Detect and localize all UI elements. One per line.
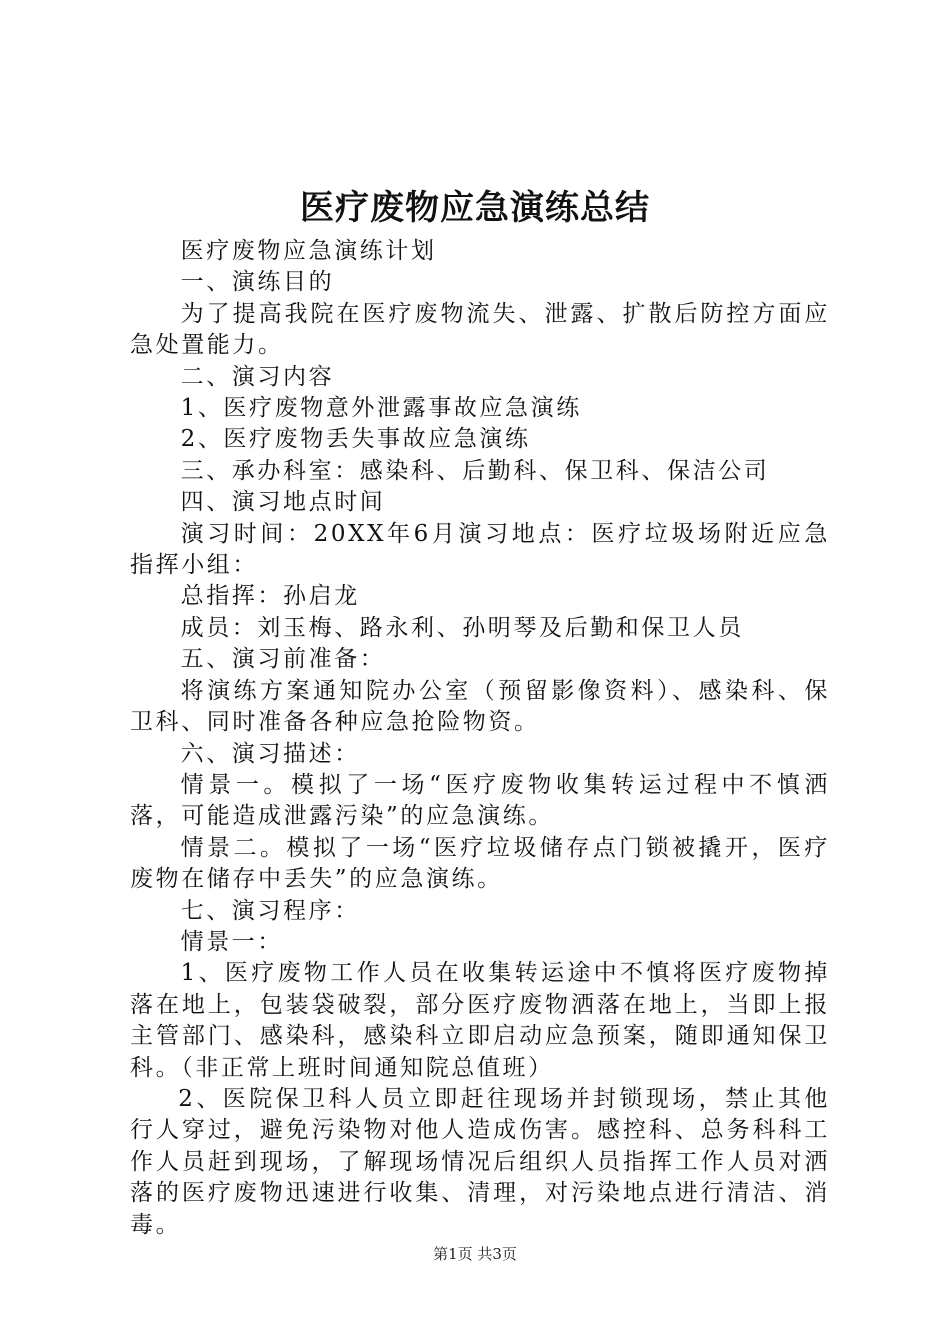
paragraph-preparation: 将演练方案通知院办公室（预留影像资料）、感染科、保卫科、同时准备各种应急抢险物资。 — [130, 677, 830, 736]
paragraph-members: 成员：刘玉梅、路永利、孙明琴及后勤和保卫人员 — [180, 614, 744, 641]
document-body — [130, 236, 830, 1241]
paragraph-scenario-2: 情景二。模拟了一场“医疗垃圾储存点门锁被撬开，医疗废物在储存中丢失”的应急演练。 — [130, 834, 830, 893]
section-heading-procedure: 七、演习程序： — [180, 897, 360, 924]
paragraph-scenario-1: 情景一。模拟了一场“医疗废物收集转运过程中不慎洒落，可能造成泄露污染”的应急演练。 — [130, 771, 830, 830]
list-item-content-1: 1、医疗废物意外泄露事故应急演练 — [180, 395, 582, 422]
document-title: 医疗废物应急演练总结 — [300, 188, 650, 228]
section-heading-purpose: 一、演练目的 — [180, 269, 335, 296]
page-footer: 第1页 共3页 — [433, 1245, 517, 1263]
paragraph-scenario-1-label: 情景一： — [180, 928, 283, 955]
section-heading-description: 六、演习描述： — [180, 740, 360, 767]
paragraph-time-location: 演习时间：20XX年6月演习地点：医疗垃圾场附近应急指挥小组： — [130, 520, 830, 579]
section-heading-departments: 三、承办科室：感染科、后勤科、保卫科、保洁公司 — [180, 457, 770, 484]
paragraph-commander: 总指挥：孙启龙 — [180, 583, 360, 610]
paragraph-procedure-step-1: 1、医疗废物工作人员在收集转运途中不慎将医疗废物掉落在地上，包装袋破裂，部分医疗废物洒落在地上，当即上报主管部门、感染科，感染科立即启动应急预案，随即通知保卫科。（非正常上班时间通知院总值班） — [130, 960, 830, 1081]
paragraph-plan-title: 医疗废物应急演练计划 — [180, 238, 437, 264]
paragraph-procedure-step-2: 2、医院保卫科人员立即赶往现场并封锁现场，禁止其他行人穿过，避免污染物对他人造成伤害。感控科、总务科科工作人员赶到现场，了解现场情况后组织人员指挥工作人员对洒落的医疗废物迅速进行收集、清理，对污染地点进行清洁、消毒。 — [130, 1085, 830, 1238]
section-heading-location-time: 四、演习地点时间 — [180, 489, 386, 516]
section-heading-preparation: 五、演习前准备： — [180, 646, 386, 673]
list-item-content-2: 2、医疗废物丢失事故应急演练 — [180, 426, 531, 453]
paragraph-purpose: 为了提高我院在医疗废物流失、泄露、扩散后防控方面应急处置能力。 — [130, 300, 830, 359]
section-heading-content: 二、演习内容 — [180, 363, 335, 390]
